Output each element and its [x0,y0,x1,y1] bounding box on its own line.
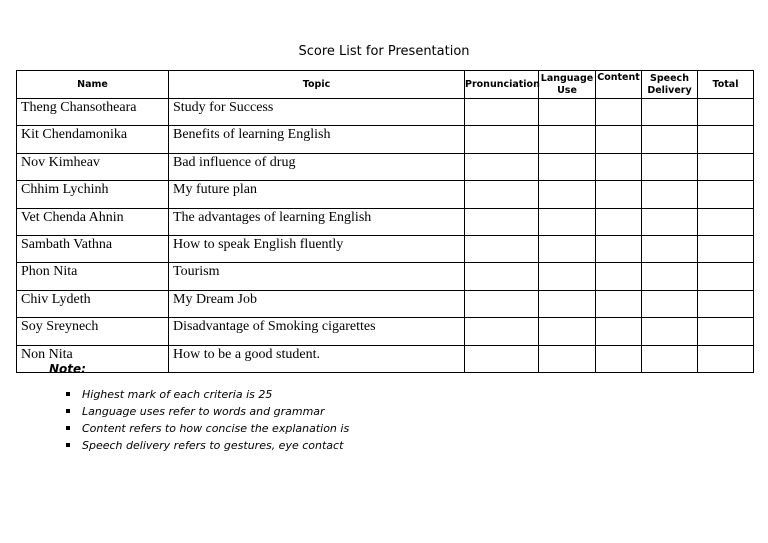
note-item-text: Language uses refer to words and grammar [82,405,325,418]
cell-name: Chhim Lychinh [17,181,169,208]
cell-total [698,290,754,317]
cell-pronunciation [465,235,539,262]
header-total: Total [698,71,754,99]
cell-speech-delivery [642,235,698,262]
header-name: Name [17,71,169,99]
cell-topic: How to be a good student. [169,345,465,372]
header-pronunciation: Pronunciation [465,71,539,99]
cell-pronunciation [465,153,539,180]
cell-topic: Benefits of learning English [169,126,465,153]
table-row [17,345,754,372]
bullet-icon [66,443,70,447]
cell-name: Vet Chenda Ahnin [17,208,169,235]
cell-speech-delivery [642,208,698,235]
cell-content [596,181,642,208]
note-item-text: Highest mark of each criteria is 25 [82,388,273,401]
cell-topic: Bad influence of drug [169,153,465,180]
cell-language-use [539,318,596,345]
cell-total [698,263,754,290]
cell-total [698,318,754,345]
cell-pronunciation [465,290,539,317]
cell-pronunciation [465,181,539,208]
cell-content [596,290,642,317]
cell-content [596,99,642,126]
table-row [17,263,754,290]
table-row [17,208,754,235]
cell-topic: Study for Success [169,99,465,126]
cell-name: Soy Sreynech [17,318,169,345]
table-row [17,290,754,317]
cell-name: Nov Kimheav [17,153,169,180]
bullet-icon [66,409,70,413]
cell-content [596,153,642,180]
cell-total [698,181,754,208]
cell-total [698,126,754,153]
cell-name: Kit Chendamonika [17,126,169,153]
cell-language-use [539,153,596,180]
cell-language-use [539,290,596,317]
table-row [17,99,754,126]
cell-language-use [539,99,596,126]
cell-name: Phon Nita [17,263,169,290]
bullet-icon [66,426,70,430]
cell-speech-delivery [642,181,698,208]
note-item-text: Content refers to how concise the explanation is [82,422,350,435]
table-row [17,126,754,153]
cell-language-use [539,263,596,290]
cell-total [698,99,754,126]
cell-speech-delivery [642,263,698,290]
cell-pronunciation [465,263,539,290]
cell-content [596,345,642,372]
cell-speech-delivery [642,290,698,317]
header-content: Content [596,71,642,99]
table-header-row [17,71,754,99]
cell-speech-delivery [642,153,698,180]
note-item [66,420,349,437]
cell-pronunciation [465,345,539,372]
cell-name: Non Nita [17,345,169,372]
cell-topic: How to speak English fluently [169,235,465,262]
cell-speech-delivery [642,126,698,153]
cell-pronunciation [465,99,539,126]
header-language-use: Language Use [539,71,596,99]
cell-content [596,235,642,262]
cell-language-use [539,235,596,262]
cell-total [698,235,754,262]
cell-name: Theng Chansotheara [17,99,169,126]
note-item-text: Speech delivery refers to gestures, eye contact [82,439,344,452]
cell-pronunciation [465,126,539,153]
cell-total [698,208,754,235]
note-item [66,386,349,403]
note-item [66,403,349,420]
cell-language-use [539,345,596,372]
cell-name: Chiv Lydeth [17,290,169,317]
cell-name: Sambath Vathna [17,235,169,262]
cell-speech-delivery [642,345,698,372]
cell-speech-delivery [642,99,698,126]
cell-language-use [539,208,596,235]
cell-total [698,153,754,180]
note-title: Note: [49,362,86,376]
cell-language-use [539,181,596,208]
cell-content [596,263,642,290]
cell-topic: My Dream Job [169,290,465,317]
note-item [66,437,349,454]
note-list [66,386,349,454]
cell-topic: My future plan [169,181,465,208]
cell-speech-delivery [642,318,698,345]
score-table [16,70,754,373]
cell-topic: Tourism [169,263,465,290]
cell-content [596,126,642,153]
table-row [17,153,754,180]
table-row [17,181,754,208]
cell-topic: The advantages of learning English [169,208,465,235]
document-title: Score List for Presentation [298,44,470,59]
table-row [17,318,754,345]
bullet-icon [66,392,70,396]
cell-pronunciation [465,208,539,235]
header-topic: Topic [169,71,465,99]
cell-topic: Disadvantage of Smoking cigarettes [169,318,465,345]
header-speech-delivery: Speech Delivery [642,71,698,99]
cell-total [698,345,754,372]
table-row [17,235,754,262]
cell-pronunciation [465,318,539,345]
cell-content [596,318,642,345]
cell-language-use [539,126,596,153]
cell-content [596,208,642,235]
